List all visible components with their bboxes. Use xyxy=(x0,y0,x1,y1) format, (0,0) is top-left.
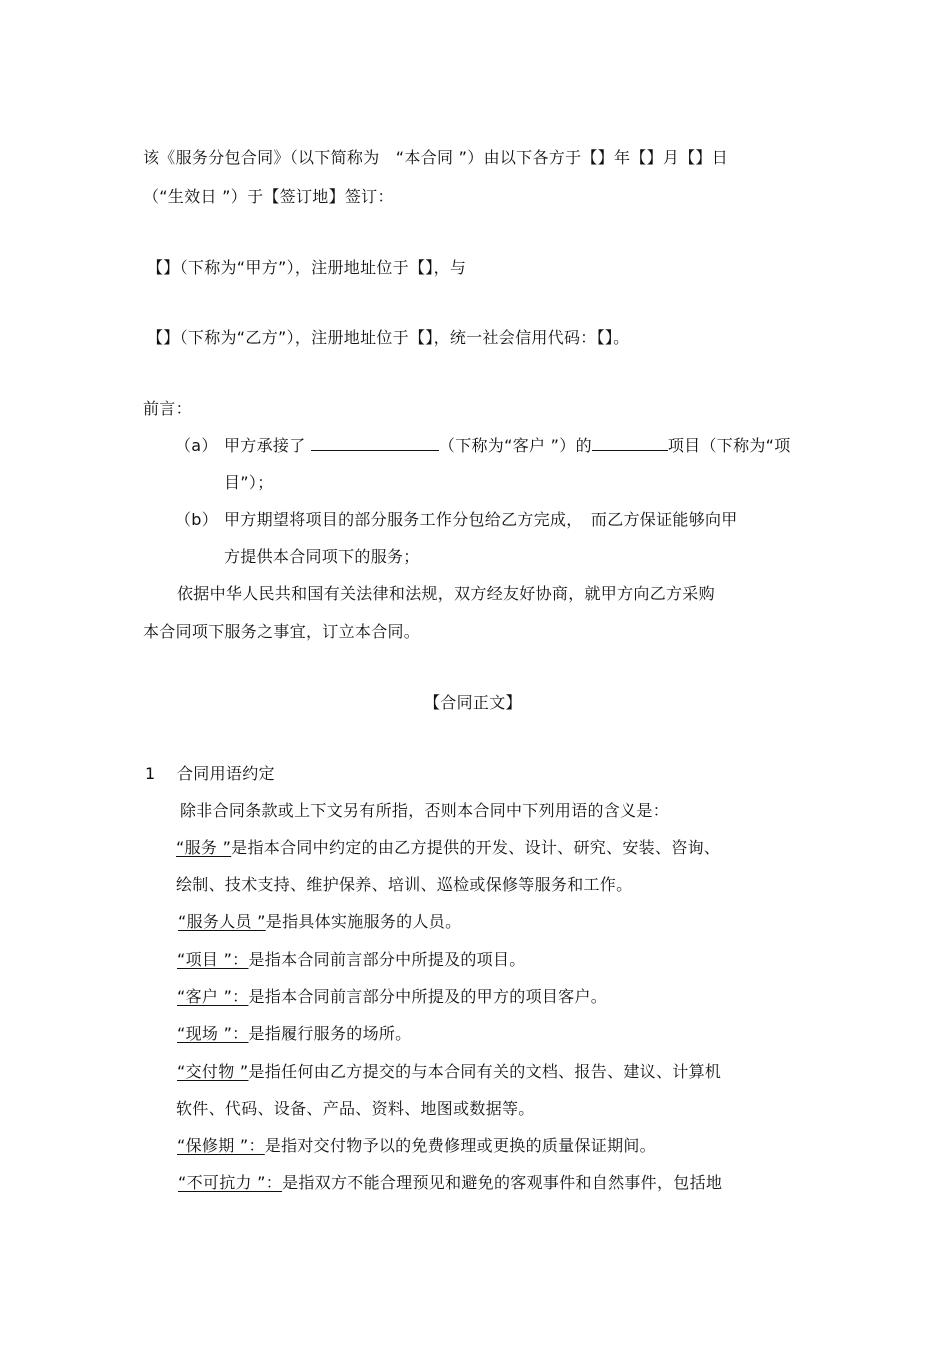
term-site-label: “现场 ”： xyxy=(177,1024,249,1043)
term-site xyxy=(177,1024,411,1044)
preamble-a-text-3: 项目（下称为“项 xyxy=(667,436,791,455)
party-b-line: 【】（下称为“乙方”），注册地址位于【】，统一社会信用代码：【】。 xyxy=(147,328,630,347)
preamble-b-label: （b） xyxy=(175,510,219,529)
preamble-a-cont: 目”）； xyxy=(224,473,274,492)
section-1-number: 1 xyxy=(145,764,156,783)
basis-line-1: 依据中华人民共和国有关法律和法规，双方经友好协商，就甲方向乙方采购 xyxy=(177,584,715,603)
term-warranty-def: 是指对交付物予以的免费修理或更换的质量保证期间。 xyxy=(264,1136,656,1155)
term-client-def: 是指本合同前言部分中所提及的甲方的项目客户。 xyxy=(248,987,608,1006)
term-force-majeure-def: 是指双方不能合理预见和避免的客观事件和自然事件，包括地 xyxy=(282,1173,723,1192)
term-warranty xyxy=(177,1136,656,1156)
term-deliverable-cont: 软件、代码、设备、产品、资料、地图或数据等。 xyxy=(176,1099,535,1118)
preamble-a-line xyxy=(224,436,791,456)
term-site-def: 是指履行服务的场所。 xyxy=(248,1024,412,1043)
term-project xyxy=(177,950,526,970)
term-service-def: 是指本合同中约定的由乙方提供的开发、设计、研究、安装、咨询、 xyxy=(231,838,721,857)
preamble-heading: 前言： xyxy=(143,399,192,418)
preamble-b-line: 甲方期望将项目的部分服务工作分包给乙方完成， 而乙方保证能够向甲 xyxy=(224,510,738,529)
preamble-a-text-1: 甲方承接了 xyxy=(224,436,306,455)
preamble-b-cont: 方提供本合同项下的服务； xyxy=(224,547,420,566)
term-deliverable-def: 是指任何由乙方提交的与本合同有关的文档、报告、建议、计算机 xyxy=(248,1062,722,1081)
term-service-staff-def: 是指具体实施服务的人员。 xyxy=(265,912,462,931)
term-deliverable-label: “交付物 ” xyxy=(177,1062,249,1081)
party-a-line: 【】（下称为“甲方”），注册地址位于【】，与 xyxy=(147,258,467,277)
basis-line-2: 本合同项下服务之事宜，订立本合同。 xyxy=(143,622,421,641)
term-warranty-label: “保修期 ”： xyxy=(177,1136,265,1155)
term-client-label: “客户 ”： xyxy=(177,987,249,1006)
term-service xyxy=(176,838,720,858)
section-1-title: 合同用语约定 xyxy=(177,764,275,783)
preamble-a-label: （a） xyxy=(175,436,218,455)
term-service-staff xyxy=(178,912,461,932)
term-force-majeure-label: “不可抗力 ”： xyxy=(178,1173,283,1192)
term-force-majeure xyxy=(178,1173,722,1193)
term-client xyxy=(177,987,607,1007)
preamble-a-text-2: （下称为“客户 ”）的 xyxy=(438,436,592,455)
client-name-blank xyxy=(311,436,439,451)
intro-line-1: 该《服务分包合同》（以下简称为 “本合同 ”）由以下各方于【】年【】月【】日 xyxy=(143,148,729,167)
term-service-cont: 绘制、技术支持、维护保养、培训、巡检或保修等服务和工作。 xyxy=(176,875,633,894)
term-project-label: “项目 ”： xyxy=(177,950,249,969)
body-title: 【合同正文】 xyxy=(424,693,522,712)
term-project-def: 是指本合同前言部分中所提及的项目。 xyxy=(248,950,526,969)
term-service-staff-label: “服务人员 ” xyxy=(178,912,266,931)
term-service-label: “服务 ” xyxy=(176,838,232,857)
project-name-blank xyxy=(592,436,668,451)
intro-line-2: （“生效日 ”）于【签订地】签订： xyxy=(143,187,394,206)
section-1-lead: 除非合同条款或上下文另有所指，否则本合同中下列用语的含义是： xyxy=(180,801,670,820)
term-deliverable xyxy=(177,1062,721,1082)
